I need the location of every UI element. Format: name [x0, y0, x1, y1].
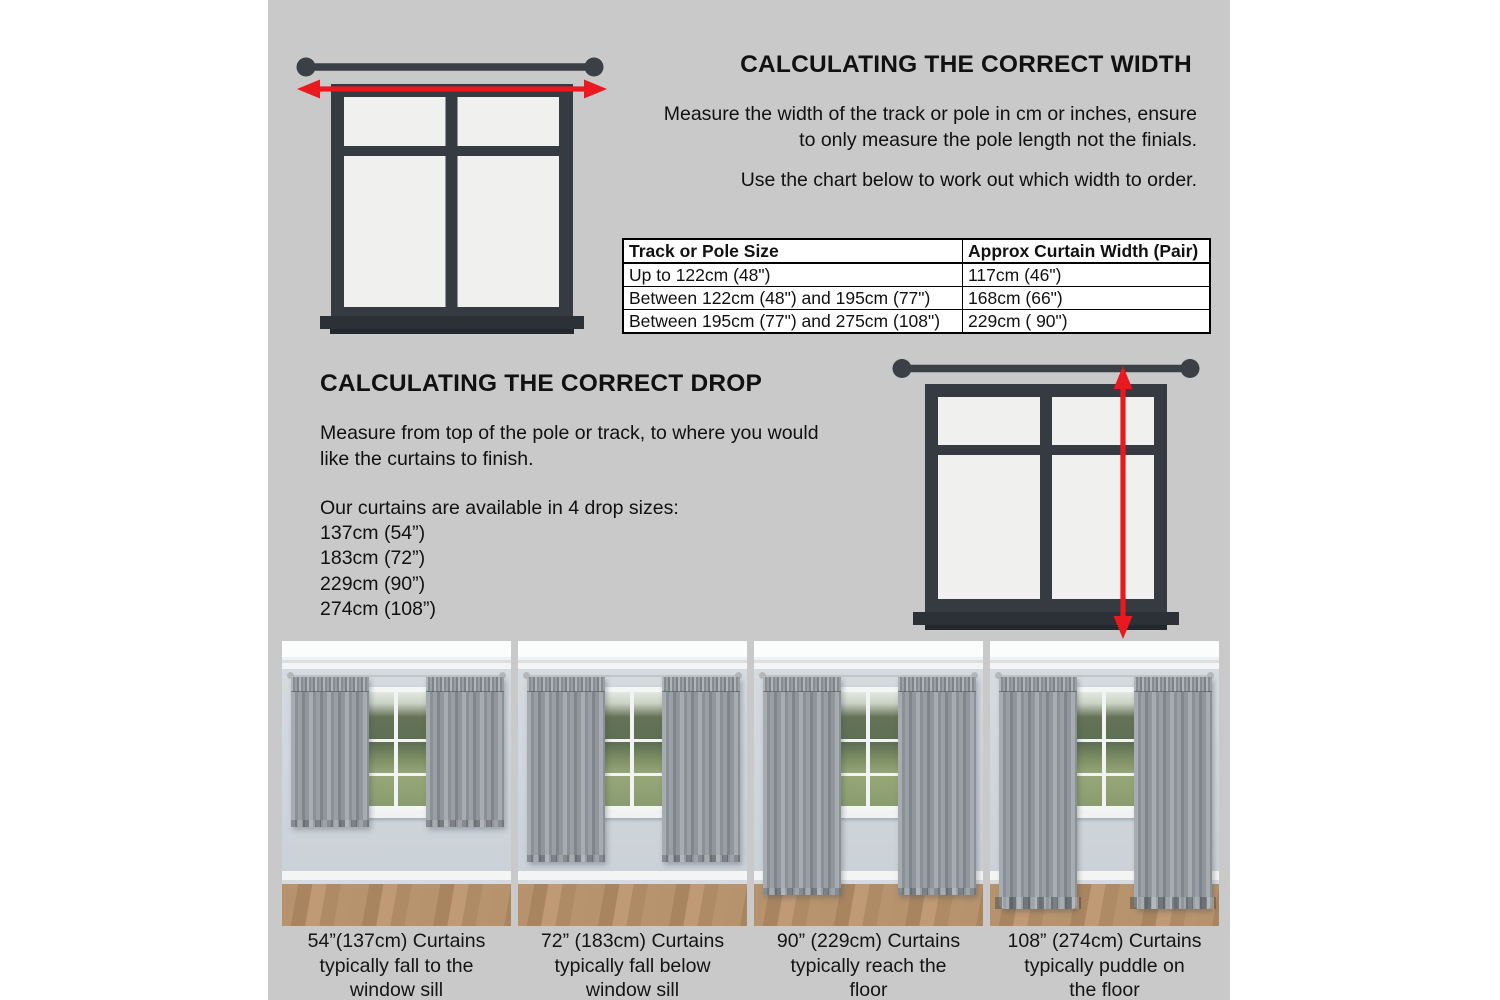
curtain-right [898, 677, 976, 895]
caption-line: typically fall to the [319, 954, 474, 977]
caption-line: window sill [585, 979, 680, 1000]
curtain-right [426, 677, 504, 827]
table-cell: Up to 122cm (48") [623, 263, 963, 287]
drop-measure-diagram [885, 353, 1205, 645]
width-section-title: CALCULATING THE CORRECT WIDTH [740, 51, 1192, 78]
width-instruction-line: Measure the width of the track or pole in cm or inches, ensure [663, 103, 1197, 125]
curtain-left [999, 677, 1077, 909]
table-cell: Between 195cm (77") and 275cm (108") [623, 310, 963, 334]
photo-caption [980, 929, 1229, 1000]
caption-line: 72” (183cm) Curtains [540, 930, 725, 952]
drop-sizes-list [320, 496, 679, 622]
curtain-right [1134, 677, 1212, 909]
width-measure-diagram [290, 50, 620, 342]
drop-instruction-line: Measure from top of the pole or track, to where you would [320, 422, 819, 444]
drop-size-item: 229cm (90”) [320, 572, 426, 595]
table-cell: 229cm ( 90") [963, 310, 1211, 334]
caption-line: 108” (274cm) Curtains [1007, 930, 1202, 952]
curtain-left [291, 677, 369, 827]
curtain-pole-icon [893, 359, 1200, 378]
photo-caption [508, 929, 757, 1000]
room-floor [282, 884, 511, 926]
caption-line: floor [849, 979, 888, 1000]
table-cell: Between 122cm (48") and 195cm (77") [623, 287, 963, 310]
table-header-cell: Approx Curtain Width (Pair) [963, 239, 1211, 263]
caption-line: typically fall below [554, 954, 711, 977]
window-graphic [913, 384, 1179, 630]
photo-caption [272, 929, 521, 1000]
curtain-left [527, 677, 605, 862]
table-header-row [623, 239, 1210, 263]
curtain-photo-72 [518, 641, 747, 926]
drop-size-item: 274cm (108”) [320, 597, 436, 620]
curtain-photo-108 [990, 641, 1219, 926]
drop-size-item: 137cm (54”) [320, 522, 426, 545]
curtain-left [763, 677, 841, 895]
caption-line: window sill [349, 979, 444, 1000]
caption-line: typically reach the [790, 954, 947, 977]
curtain-photo-90 [754, 641, 983, 926]
room-floor [518, 884, 747, 926]
drop-instructions [320, 420, 880, 472]
curtain-photo-54 [282, 641, 511, 926]
table-row [623, 287, 1210, 310]
window-glazing-bar [394, 692, 398, 806]
photo-caption [744, 929, 993, 1000]
window-graphic [320, 84, 584, 334]
table-cell: 117cm (46") [963, 263, 1211, 287]
chart-hint: Use the chart below to work out which width to order. [740, 169, 1197, 191]
drop-size-item: 183cm (72”) [320, 547, 426, 570]
table-row [623, 263, 1210, 287]
room-ceiling [282, 641, 511, 669]
room-ceiling [518, 641, 747, 669]
drop-section-title: CALCULATING THE CORRECT DROP [320, 370, 763, 397]
table-row [623, 310, 1210, 334]
curtain-pole-icon [297, 58, 604, 77]
window-glazing-bar [630, 692, 634, 806]
window-glazing-bar [866, 692, 870, 806]
caption-line: 90” (229cm) Curtains [776, 930, 961, 952]
room-ceiling [990, 641, 1219, 669]
drop-sizes-intro: Our curtains are available in 4 drop sizes: [320, 497, 679, 519]
size-table [622, 238, 1211, 334]
drop-instruction-line: like the curtains to finish. [320, 448, 534, 470]
room-ceiling [754, 641, 983, 669]
caption-line: typically puddle on [1024, 954, 1185, 977]
window-glazing-bar [1102, 692, 1106, 806]
table-cell: 168cm (66") [963, 287, 1211, 310]
curtain-right [662, 677, 740, 862]
table-header-cell: Track or Pole Size [623, 239, 963, 263]
width-instructions [600, 101, 1197, 153]
room-skirting [282, 871, 511, 884]
room-skirting [518, 871, 747, 884]
width-instruction-line: to only measure the pole length not the finials. [799, 129, 1197, 151]
caption-line: the floor [1069, 979, 1140, 1000]
caption-line: 54”(137cm) Curtains [307, 930, 486, 952]
